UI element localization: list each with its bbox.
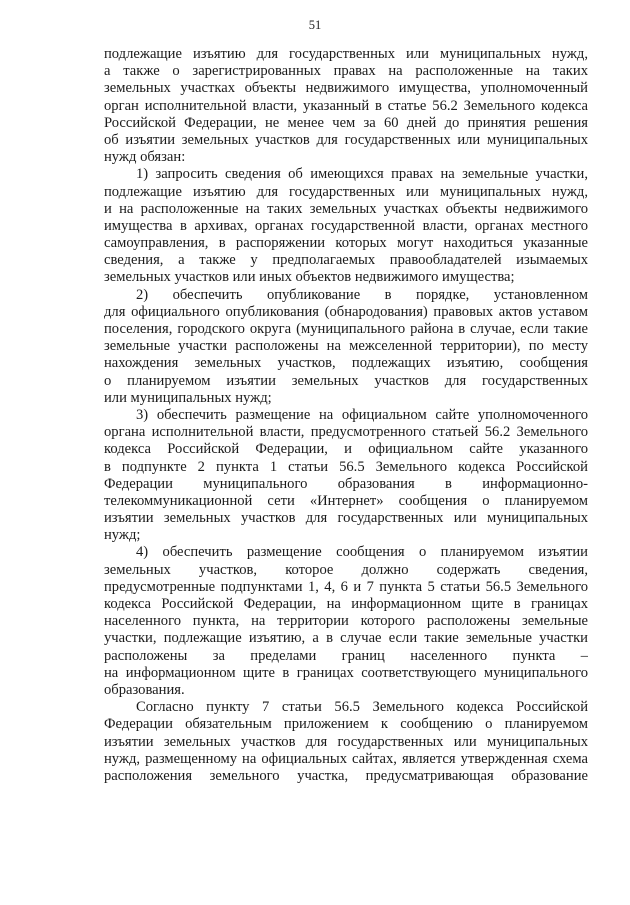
text-line: для официального опубликования (обнародования) правовых актов уставом: [104, 303, 588, 320]
text-line: о планируемом изъятии земельных участков для государственных: [104, 372, 588, 389]
text-line: орган исполнительной власти, указанный в статье 56.2 Земельного кодекса: [104, 97, 588, 114]
paragraph-p6: [104, 699, 588, 785]
text-line: на информационном щите в границах соответствующего муниципального: [104, 664, 588, 681]
text-line: подлежащие изъятию для государственных или муниципальных нужд,: [104, 46, 588, 62]
text-line: Федерации обязательным приложением к сообщению о планируемом: [104, 716, 588, 733]
text-line: сведения, а также у предполагаемых правообладателей изымаемых: [104, 252, 588, 269]
text-line: Российской Федерации, не менее чем за 60 дней до принятия решения: [104, 114, 588, 131]
text-line: земельных участках объекты недвижимого имущества, уполномоченный: [104, 80, 588, 97]
text-line: расположения земельного участка, предусматривающая образование: [104, 767, 588, 784]
paragraph-p3: [104, 287, 588, 407]
text-line: нужд;: [104, 527, 141, 544]
text-line: подлежащие изъятию для государственных или муниципальных нужд,: [104, 183, 588, 200]
text-line: кодекса Российской Федерации, на информационном щите в границах: [104, 596, 588, 612]
paragraph-p5: [104, 544, 588, 699]
text-line: земельных участков или иных объектов недвижимого имущества;: [104, 269, 515, 286]
text-line: 2) обеспечить опубликование в порядке, установленном: [136, 286, 588, 303]
text-line: поселения, городского округа (муниципального района в случае, если такие: [104, 321, 588, 337]
text-line: изъятии земельных участков для государственных или муниципальных: [104, 733, 588, 750]
text-line: Согласно пункту 7 статьи 56.5 Земельного кодекса Российской: [136, 699, 588, 716]
text-line: а также о зарегистрированных правах на расположенные на таких: [104, 63, 588, 80]
document-body: [104, 46, 588, 785]
text-line: населенного пункта, на территории которого расположены земельные: [104, 613, 588, 630]
text-line: образования.: [104, 681, 185, 698]
text-line: об изъятии земельных участков для государственных или муниципальных: [104, 131, 588, 148]
text-line: органа исполнительной власти, предусмотренного статьей 56.2 Земельного: [104, 424, 588, 441]
text-line: в подпункте 2 пункта 1 статьи 56.5 Земельного кодекса Российской: [104, 458, 588, 475]
text-line: нужд, размещенному на официальных сайтах, является утвержденная схема: [104, 750, 588, 767]
text-line: Федерации муниципального образования в информационно-: [104, 475, 588, 492]
text-line: имущества в архивах, органах государственной власти, органах местного: [104, 217, 588, 234]
text-line: и на расположенные на таких земельных участках объекты недвижимого: [104, 200, 588, 217]
text-line: изъятии земельных участков для государственных или муниципальных: [104, 510, 588, 527]
paragraph-p1: [104, 46, 588, 166]
text-line: расположены за пределами границ населенного пункта –: [104, 647, 588, 664]
text-line: 4) обеспечить размещение сообщения о планируемом изъятии: [136, 544, 588, 561]
paragraph-p4: [104, 407, 588, 545]
text-line: кодекса Российской Федерации, и официальном сайте указанного: [104, 441, 588, 458]
paragraph-p2: [104, 166, 588, 286]
text-line: земельных участков, которое должно содержать сведения,: [104, 561, 588, 578]
text-line: 3) обеспечить размещение на официальном сайте уполномоченного: [136, 406, 588, 423]
page-number: 51: [308, 18, 322, 32]
text-line: предусмотренные подпунктами 1, 4, 6 и 7 пункта 5 статьи 56.5 Земельного: [104, 578, 588, 595]
text-line: нужд обязан:: [104, 149, 186, 166]
text-line: или муниципальных нужд;: [104, 389, 272, 406]
text-line: нахождения земельных участков, подлежащих изъятию, сообщения: [104, 355, 588, 372]
text-line: телекоммуникационной сети «Интернет» сообщения о планируемом: [104, 492, 588, 509]
text-line: участки, подлежащие изъятию, а в случае если такие земельные участки: [104, 630, 588, 647]
text-line: земельные участки расположены на межселенной территории), по месту: [104, 338, 588, 355]
text-line: 1) запросить сведения об имеющихся правах на земельные участки,: [136, 166, 588, 183]
text-line: самоуправления, в распоряжении которых могут находиться указанные: [104, 235, 588, 252]
